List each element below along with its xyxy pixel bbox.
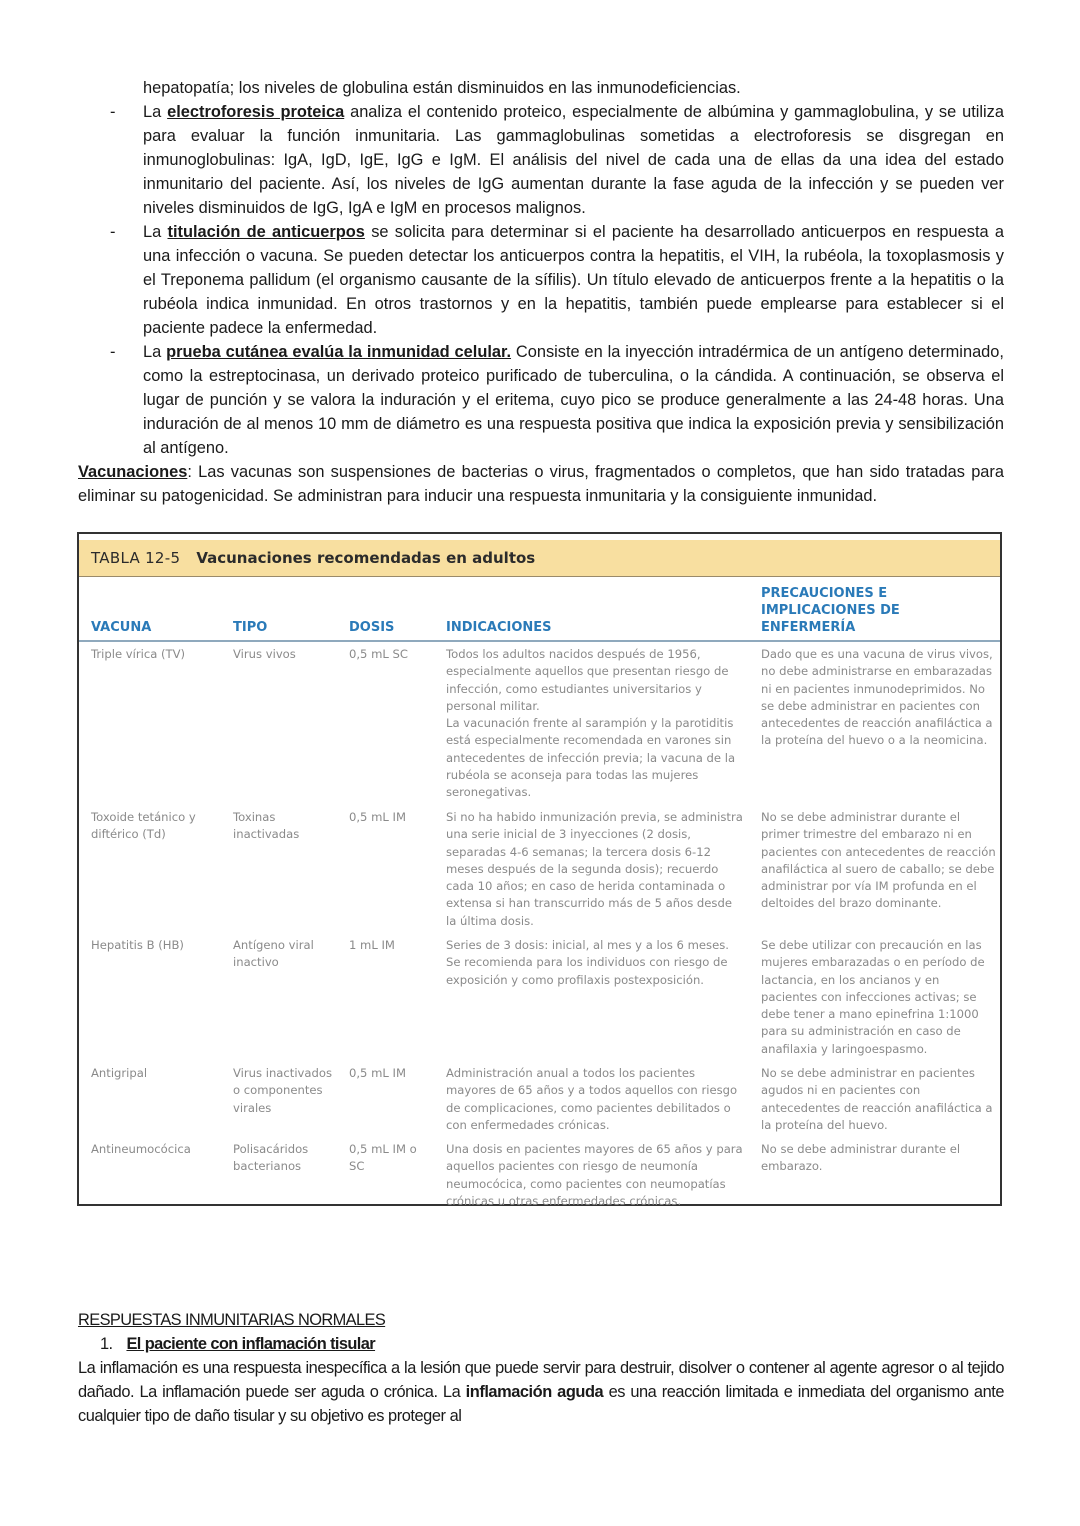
section-heading-wrap [78,1308,1004,1332]
term-electroforesis: electroforesis proteica [167,103,345,121]
term-inflamacion-aguda: inflamación aguda [465,1383,604,1401]
section-heading: RESPUESTAS INMUNITARIAS NORMALES [78,1311,386,1329]
cell-indicaciones [434,641,749,805]
term-titulacion: titulación de anticuerpos [167,223,365,241]
bullet-prefix: La [143,223,168,241]
cell-dosis: 1 mL IM [349,938,395,952]
cell-tipo: Toxinas inactivadas [233,810,300,842]
cell-tipo: Polisacáridos bacterianos [233,1142,309,1174]
cell-vacuna: Triple vírica (TV) [91,647,186,661]
vaccination-table-figure [77,532,1002,1206]
cell-precauciones: Se debe utilizar con precaución en las mujeres embarazadas o en período de lactancia, en los ancianos y en pacientes con infecciones activas; se debe tener a mano epinefrina 1:1000 para su administración en caso de anafilaxia y laringoespasmo. [761,938,985,1056]
table-number: TABLA 12-5 [91,549,181,567]
bullet-prefix: La [143,343,167,361]
bullet-text: Consiste en la inyección intradérmica de un antígeno determinado, como la estreptocinasa, un derivado proteico purificado de tuberculina, o la cándida. A continuación, se observa el lugar de punción y se valora la induración y el eritema, cuyo pico se produce generalmente a las 24-48 horas. Una induración de al menos 10 mm de diámetro es una respuesta positiva que indica la exposición previa y sensibilización al antígeno. [143,343,1004,457]
cell-precauciones: No se debe administrar durante el embarazo. [761,1142,961,1174]
cell-vacuna: Antigripal [91,1066,148,1080]
table-row [79,1137,1000,1212]
inflammation-paragraph [78,1356,1004,1428]
indicaciones-part-2: La vacunación frente al sarampión y la parotiditis está especialmente recomendada en varones sin antecedentes de infección previa; la vacuna de la rubéola se aconseja para todas las mujeres seronegativas. [446,716,736,800]
cell-indicaciones: Una dosis en pacientes mayores de 65 años y para aquellos pacientes con riesgo de neumonía neumocócica, como pacientes con neumopatías crónicas u otras enfermedades crónicas. [446,1142,743,1208]
cell-indicaciones: Series de 3 dosis: inicial, al mes y a los 6 meses. Se recomienda para los individuos con riesgo de exposición y como profilaxis postexposición. [446,938,729,987]
table-row [79,805,1000,933]
table-header-row [79,585,1000,641]
cell-tipo: Antígeno viral inactivo [233,938,314,970]
cell-vacuna: Toxoide tetánico y diftérico (Td) [91,810,196,842]
paragraph-text: La inflamación es una respuesta inespecífica a la lesión que puede servir para destruir, disolver o contener al agente agresor o al tejido dañado. La inflamación puede ser aguda o crónica. La [78,1359,1004,1401]
cell-precauciones: Dado que es una vacuna de virus vivos, no debe administrarse en embarazadas ni en pacientes inmunodeprimidos. No se debe administrar en pacientes con antecedentes de reacción anafiláctica a la proteína del huevo o a la neomicina. [761,647,993,748]
header-vacuna: VACUNA [79,585,221,641]
bullet-dash: - [110,223,116,241]
cell-indicaciones: Si no ha habido inmunización previa, se administra una serie inicial de 3 inyecciones (2 dosis, separadas 4-6 semanas; la tercera dosis 6-12 meses después de la segunda dosis); recuerdo cada 10 años; en caso de herida contaminada o extensa si han transcurrido más de 5 años desde la última dosis. [446,810,743,928]
header-indicaciones: INDICACIONES [434,585,749,641]
table-title-bar [79,540,1000,577]
bullet-prueba-cutanea [78,340,1004,460]
table-title: Vacunaciones recomendadas en adultos [196,549,536,567]
term-prueba-cutanea: prueba cutánea evalúa la inmunidad celular. [166,343,512,361]
subheading-wrap [78,1332,1004,1356]
cell-dosis: 0,5 mL SC [349,647,409,661]
document-page [78,76,1004,508]
bullet-prefix: La [143,103,168,121]
cell-precauciones: No se debe administrar durante el primer trimestre del embarazo ni en pacientes con antecedentes de reacción anafiláctica al suero de caballo; se debe administrar por vía IM profunda en el deltoides del brazo dominante. [761,810,996,911]
cell-tipo: Virus inactivados o componentes virales [233,1066,333,1115]
vacunaciones-paragraph [78,460,1004,508]
section-immune-responses [78,1308,1004,1428]
bullet-titulacion [78,220,1004,340]
bullet-text: se solicita para determinar si el paciente ha desarrollado anticuerpos en respuesta a una infección o vacuna. Se pueden detectar los anticuerpos contra la hepatitis, el VIH, la rubéola, la toxoplasmosis y el Treponema pallidum (el organismo causante de la sífilis). Un título elevado de anticuerpos frente a la hepatitis o la rubéola indica inmunidad. En otros trastornos y en la hepatitis, también puede emplearse para establecer si el paciente padece la enfermedad. [143,223,1005,337]
table-row [79,933,1000,1061]
vacunaciones-text: : Las vacunas son suspensiones de bacterias o virus, fragmentados o completos, que han sido tratadas para eliminar su patogenicidad. Se administran para inducir una respuesta inmunitaria y la consiguiente inmunidad. [78,463,1004,505]
subheading-number: 1. [100,1335,113,1353]
bullet-electroforesis [78,100,1004,220]
table-row [79,1061,1000,1137]
table-row [79,641,1000,805]
indicaciones-part-1: Todos los adultos nacidos después de 1956, especialmente aquellos que presentan riesgo de infección, como estudiantes universitarios y personal militar. [446,647,729,713]
bullet-dash: - [110,103,116,121]
cell-dosis: 0,5 mL IM [349,810,406,824]
cell-tipo: Virus vivos [233,647,296,661]
cell-dosis: 0,5 mL IM o SC [349,1142,417,1174]
cell-vacuna: Hepatitis B (HB) [91,938,184,952]
continuation-text: hepatopatía; los niveles de globulina están disminuidos en las inmunodeficiencias. [143,79,741,97]
cell-precauciones: No se debe administrar en pacientes agudos ni en pacientes con antecedentes de reacción anafiláctica a la proteína del huevo. [761,1066,993,1132]
header-tipo: TIPO [221,585,337,641]
subheading: El paciente con inflamación tisular [126,1335,376,1353]
cell-vacuna: Antineumocócica [91,1142,191,1156]
vaccination-table [79,585,1000,1212]
paragraph-text: es una reacción limitada e inmediata del organismo ante cualquier tipo de daño tisular y su objetivo es proteger al [78,1383,1005,1425]
bullet-dash: - [110,343,116,361]
cell-indicaciones: Administración anual a todos los pacientes mayores de 65 años y a todos aquellos con riesgo de complicaciones, como pacientes debilitados o con enfermedades crónicas. [446,1066,738,1132]
cell-dosis: 0,5 mL IM [349,1066,406,1080]
header-dosis: DOSIS [337,585,434,641]
term-vacunaciones: Vacunaciones [78,463,188,481]
bullet-text: analiza el contenido proteico, especialmente de albúmina y gammaglobulina, y se utiliza para evaluar la función inmunitaria. Las gammaglobulinas sometidas a electroforesis se disgregan en inmunoglobulinas: IgA, IgD, IgE, IgG e IgM. El análisis del nivel de cada una de ellas da una idea del estado inmunitario del paciente. Así, los niveles de IgG aumentan durante la fase aguda de la infección y se pueden ver niveles disminuidos de IgG, IgA e IgM en procesos malignos. [143,103,1004,217]
header-precauciones: PRECAUCIONES E IMPLICACIONES DE ENFERMERÍA [749,585,1000,641]
